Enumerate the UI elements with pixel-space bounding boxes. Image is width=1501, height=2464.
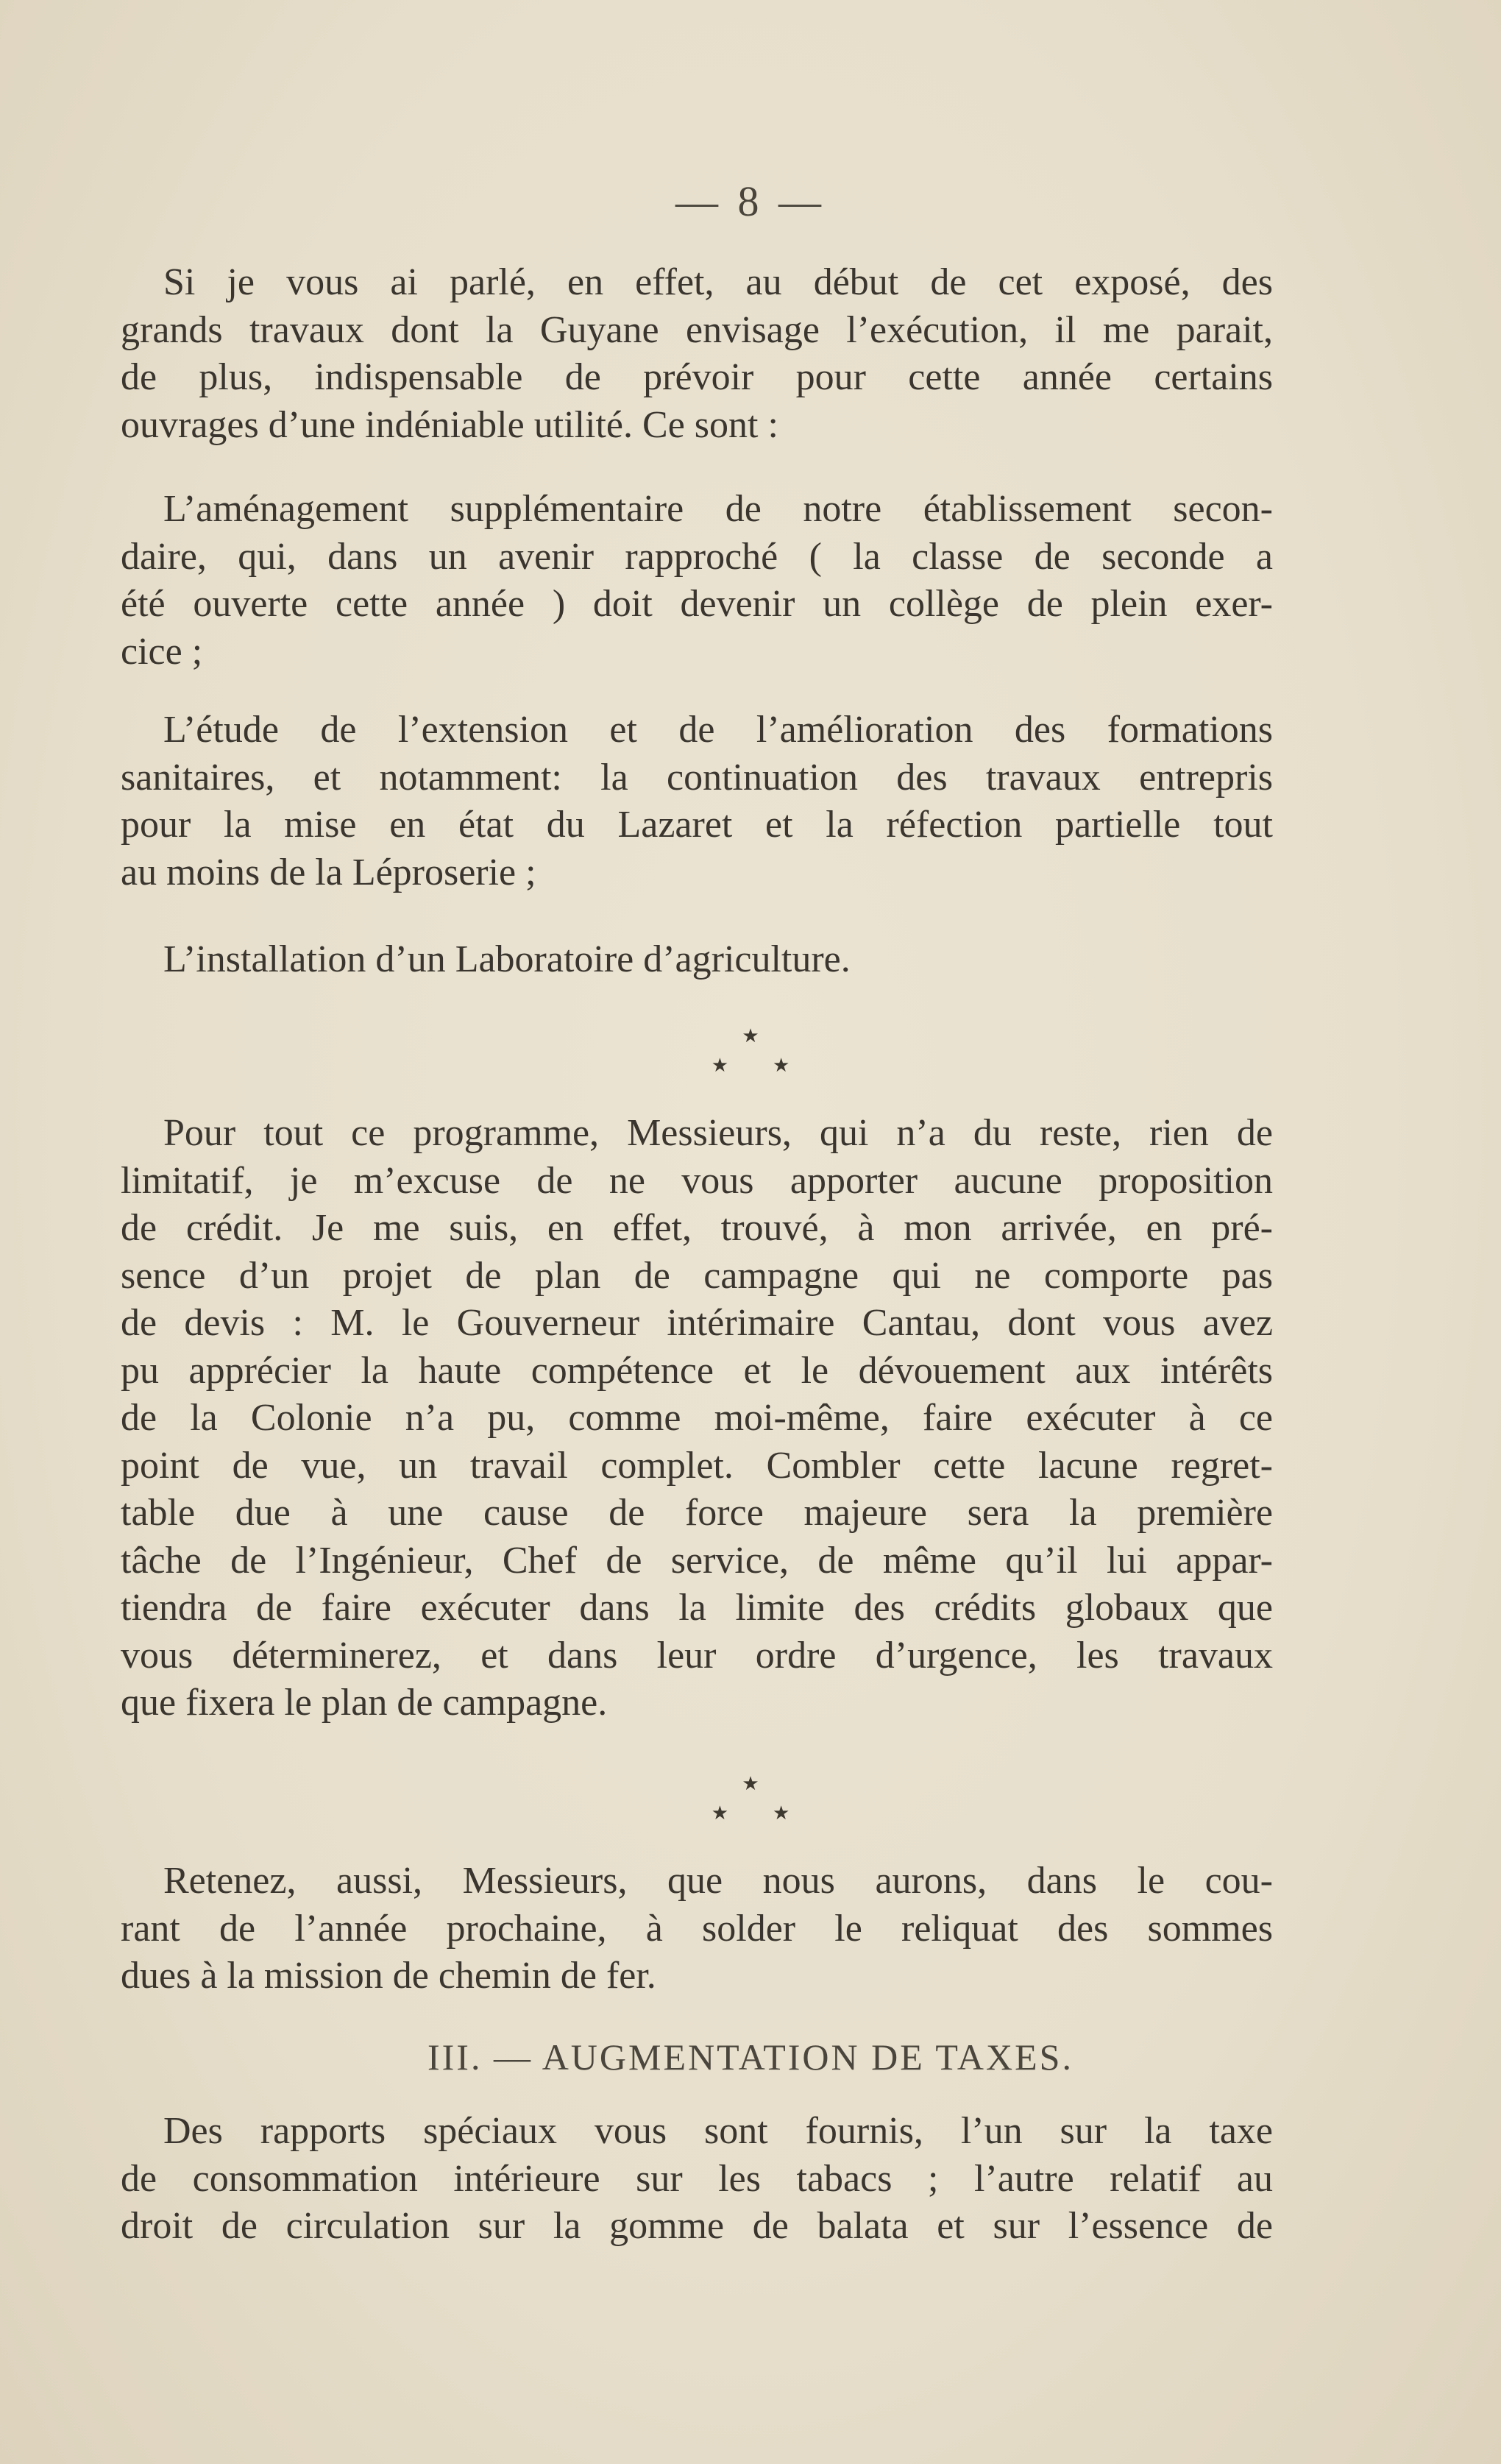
star-icon: ★: [711, 1055, 773, 1076]
star-icon: ★: [742, 1025, 759, 1047]
text-line: de consommation intérieure sur les tabacs ; l’autre relatif au: [121, 2157, 1273, 2200]
text-line: rant de l’année prochaine, à solder le reliquat des sommes: [121, 1907, 1273, 1950]
text-line: pour la mise en état du Lazaret et la réfection partielle tout: [121, 804, 1273, 846]
text-line: tiendra de faire exécuter dans la limite des crédits globaux que: [121, 1587, 1273, 1629]
paragraph-6: [121, 1858, 1273, 2000]
text-line: dues à la mission de chemin de fer.: [121, 1955, 656, 1997]
paragraph: [121, 486, 1273, 676]
paragraph: [121, 1110, 1273, 1727]
text-line: sence d’un projet de plan de campagne qui ne comporte pas: [121, 1254, 1273, 1297]
text-line: que fixera le plan de campagne.: [121, 1682, 608, 1724]
paragraph: [121, 707, 1273, 896]
text-line: tâche de l’Ingénieur, Chef de service, de même qu’il lui appar-: [121, 1539, 1273, 1582]
paragraph: [121, 1858, 1273, 2000]
text-line: L’étude de l’extension et de l’amélioration des formations: [163, 709, 1273, 751]
page-number: — 8 —: [675, 177, 826, 225]
text-line: Pour tout ce programme, Messieurs, qui n’a du reste, rien de: [163, 1112, 1273, 1154]
text-line: Retenez, aussi, Messieurs, que nous aurons, dans le cou-: [163, 1860, 1273, 1902]
text-line: pu apprécier la haute compétence et le dévouement aux intérêts: [121, 1349, 1273, 1392]
star-pair-icon: [0, 1051, 1501, 1080]
paragraph: [121, 2108, 1273, 2251]
star-icon: ★: [773, 1802, 834, 1824]
text-line: de crédit. Je me suis, en effet, trouvé, à mon arrivée, en pré-: [121, 1207, 1273, 1249]
paragraph: [121, 259, 1273, 449]
text-line: L’aménagement supplémentaire de notre établissement secon-: [163, 488, 1273, 530]
text-line: Si je vous ai parlé, en effet, au début de cet exposé, des: [163, 261, 1273, 303]
text-line: de la Colonie n’a pu, comme moi-même, faire exécuter à ce: [121, 1397, 1273, 1439]
text-line: limitatif, je m’excuse de ne vous apporter aucune proposition: [121, 1159, 1273, 1202]
text-line: cice ;: [121, 630, 203, 673]
text-line: table due à une cause de force majeure sera la première: [121, 1492, 1273, 1534]
star-icon: ★: [711, 1802, 773, 1824]
text-line: L’installation d’un Laboratoire d’agriculture.: [163, 938, 851, 980]
text-line: daire, qui, dans un avenir rapproché ( la classe de seconde a: [121, 535, 1273, 578]
text-line: sanitaires, et notamment: la continuation des travaux entrepris: [121, 756, 1273, 799]
paragraph-7: [121, 2108, 1273, 2251]
text-line: de devis : M. le Gouverneur intérimaire Cantau, dont vous avez: [121, 1302, 1273, 1344]
asterism-separator: [0, 1022, 1501, 1080]
paragraph: [121, 936, 1273, 984]
paragraph-4: [121, 936, 1273, 984]
text-line: droit de circulation sur la gomme de balata et sur l’essence de: [121, 2205, 1273, 2247]
text-line: grands travaux dont la Guyane envisage l’exécution, il me parait,: [121, 308, 1273, 351]
star-icon: ★: [773, 1055, 834, 1076]
star-icon: ★: [742, 1773, 759, 1794]
paragraph-1: [121, 259, 1273, 449]
paragraph-3: [121, 707, 1273, 896]
asterism-separator: [0, 1769, 1501, 1828]
text-line: vous déterminerez, et dans leur ordre d’urgence, les travaux: [121, 1634, 1273, 1677]
text-line: point de vue, un travail complet. Combler cette lacune regret-: [121, 1444, 1273, 1487]
paragraph-5: [121, 1110, 1273, 1727]
star-pair-icon: [0, 1799, 1501, 1828]
paragraph-2: [121, 486, 1273, 676]
text-line: de plus, indispensable de prévoir pour cette année certains: [121, 356, 1273, 398]
text-line: Des rapports spéciaux vous sont fournis, l’un sur la taxe: [163, 2110, 1273, 2152]
section-heading: III. — AUGMENTATION DE TAXES.: [427, 2036, 1074, 2078]
text-line: ouvrages d’une indéniable utilité. Ce sont :: [121, 403, 778, 446]
text-line: été ouverte cette année ) doit devenir un collège de plein exer-: [121, 583, 1273, 625]
text-line: au moins de la Léproserie ;: [121, 851, 536, 893]
